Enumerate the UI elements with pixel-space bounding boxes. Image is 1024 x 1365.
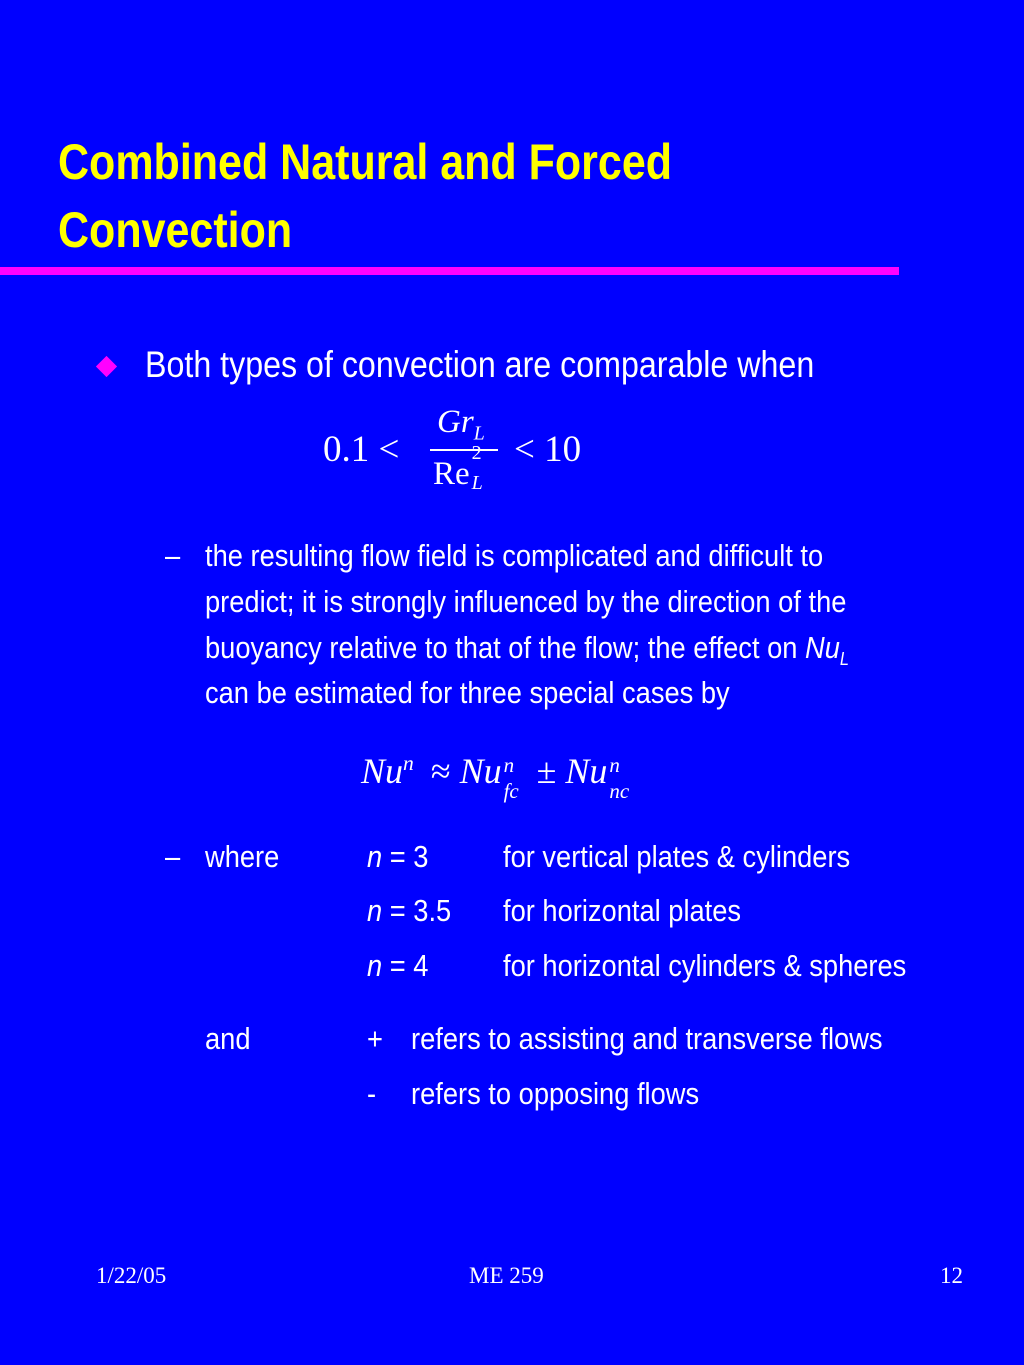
sign-minus-desc: refers to opposing flows xyxy=(411,1076,700,1111)
sub-bullet-1-line-3: buoyancy relative to that of the flow; the effect on $Nu_L$ xyxy=(205,630,850,670)
sign-plus: + xyxy=(367,1021,383,1056)
title-line-2: Convection xyxy=(58,202,293,258)
case-2-desc: for horizontal plates xyxy=(503,893,742,928)
sub-bullet-1-line-4: can be estimated for three special cases by xyxy=(205,675,730,710)
eq1-right: < 10 xyxy=(514,429,582,470)
main-bullet-text: Both types of convection are comparable when xyxy=(145,344,815,385)
sub-bullet-1-line-1: the resulting flow field is complicated and difficult to xyxy=(205,538,824,573)
eq1-numerator: $Gr_L$ xyxy=(437,404,485,445)
eq1-left: 0.1 < xyxy=(323,429,400,470)
case-1-value: n = 3 xyxy=(367,839,429,874)
eq1-denominator: Re 2 L xyxy=(433,442,483,494)
case-1-desc: for vertical plates & cylinders xyxy=(503,839,851,874)
slide-title xyxy=(58,128,832,264)
and-label: and xyxy=(205,1021,251,1056)
sub-bullet-dash-1: – xyxy=(165,538,181,573)
case-2-value: n = 3.5 xyxy=(367,893,452,928)
sub-bullet-dash-2: – xyxy=(165,839,181,874)
title-line-1: Combined Natural and Forced xyxy=(58,134,673,190)
case-3-desc: for horizontal cylinders & spheres xyxy=(503,948,907,983)
sign-minus: - xyxy=(367,1076,377,1111)
case-3-value: n = 4 xyxy=(367,948,429,983)
eq1-fraction-bar xyxy=(430,449,498,451)
where-label: where xyxy=(205,839,280,874)
footer-page-number: 12 xyxy=(940,1263,963,1288)
sub-bullet-1-line-2: predict; it is strongly influenced by the direction of the xyxy=(205,584,847,619)
footer-course: ME 259 xyxy=(469,1263,544,1288)
title-divider xyxy=(0,267,899,275)
nusselt-combination-equation: Nu$^n$ ≈ Nu n fc ± Nu n nc xyxy=(361,751,630,803)
footer-date: 1/22/05 xyxy=(96,1263,167,1288)
sign-plus-desc: refers to assisting and transverse flows xyxy=(411,1021,883,1056)
diamond-bullet-icon xyxy=(96,356,117,377)
